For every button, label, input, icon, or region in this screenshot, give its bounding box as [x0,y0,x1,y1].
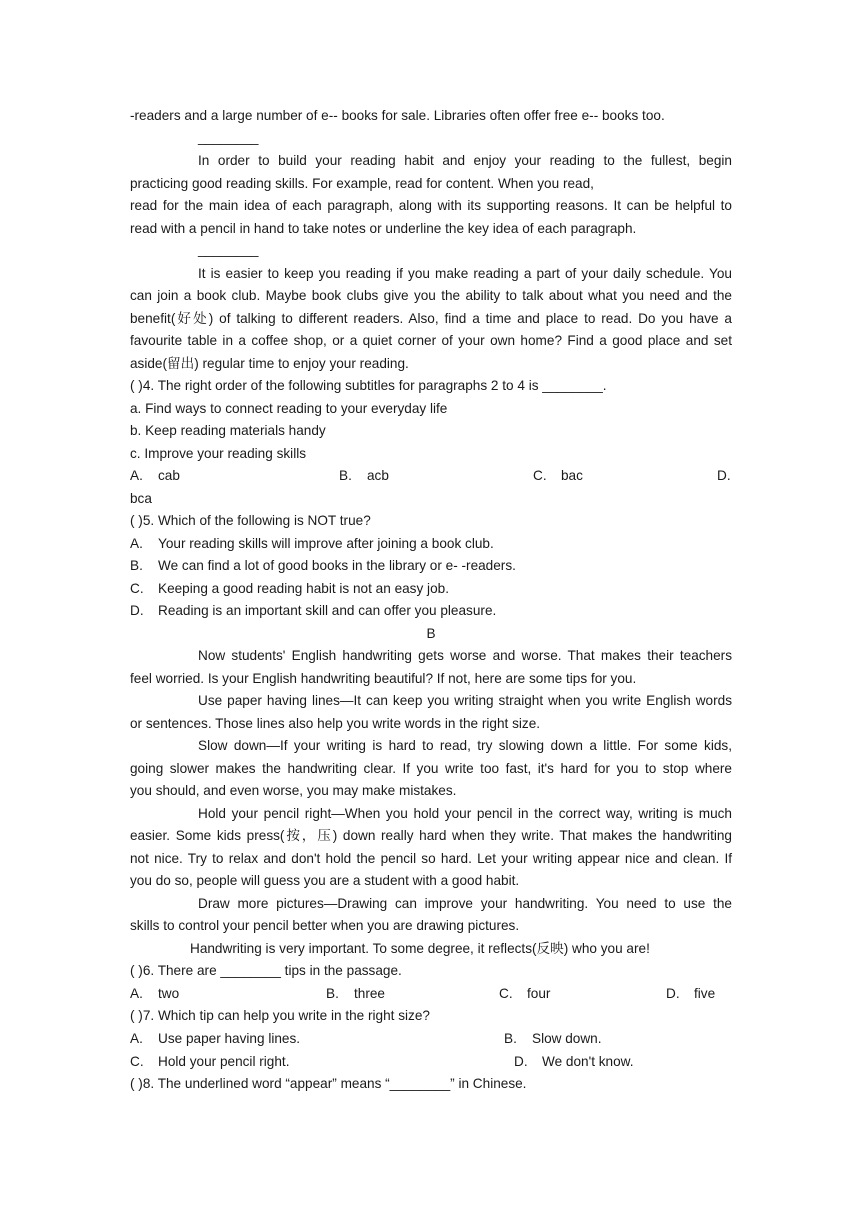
passage-a-para4-line1: It is easier to keep you reading if you make reading a part of your daily schedule. You [198,266,732,281]
passage-b-heading: B [426,626,436,641]
question-4-stem: ( )4. The right order of the following subtitles for paragraphs 2 to 4 is ________. [130,378,607,393]
passage-b-para4-line2: easier. Some kids press(按，压) down really hard when they write. That makes the handwriting [130,828,732,843]
q6-option-a[interactable]: A. two [130,986,180,1001]
q4-option-a[interactable]: A. cab [130,468,180,483]
q6-option-c[interactable]: C. four [499,986,551,1001]
q4-option-d-letter[interactable]: D. [717,468,731,483]
passage-a-para3-line1: In order to build your reading habit and enjoy your reading to the fullest, begin [198,153,732,168]
question-5-stem: ( )5. Which of the following is NOT true? [130,513,371,528]
passage-b-para3-line2: going slower makes the handwriting clear. If you write too fast, it's hard for you to stop where [130,761,732,776]
subtitle-b: b. Keep reading materials handy [130,423,326,438]
question-6-stem: ( )6. There are ________ tips in the passage. [130,963,402,978]
passage-a-para4-line5: aside(留出) regular time to enjoy your reading. [130,356,409,371]
subtitle-blank-1: ________ [198,130,259,145]
passage-a-para4-line2: can join a book club. Maybe book clubs give you the ability to talk about what you need and the [130,288,732,303]
passage-a-line: -readers and a large number of e-- books for sale. Libraries often offer free e-- books too. [130,108,665,123]
passage-b-para1-line1: Now students' English handwriting gets worse and worse. That makes their teachers [198,648,732,663]
q7-option-d[interactable]: D. We don't know. [514,1054,634,1069]
passage-b-para4-line4: you do so, people will guess you are a student with a good habit. [130,873,520,888]
subtitle-blank-2: ________ [198,242,259,257]
q7-option-a[interactable]: A. Use paper having lines. [130,1031,301,1046]
passage-b-para3-line1: Slow down—If your writing is hard to read, try slowing down a little. For some kids, [198,738,732,753]
q4-option-c[interactable]: C. bac [533,468,583,483]
question-7-stem: ( )7. Which tip can help you write in the right size? [130,1008,430,1023]
passage-a-para4-line4: favourite table in a coffee shop, or a quiet corner of your own home? Find a good place and set [130,333,732,348]
q5-option-c[interactable]: C. Keeping a good reading habit is not an easy job. [130,581,449,596]
passage-a-para3-line2: practicing good reading skills. For example, read for content. When you read, [130,176,594,191]
question-8-stem: ( )8. The underlined word “appear” means “________” in Chinese. [130,1076,527,1091]
passage-b-para4-line1: Hold your pencil right—When you hold your pencil in the correct way, writing is much [198,806,732,821]
subtitle-c: c. Improve your reading skills [130,446,307,461]
passage-b-para3-line3: you should, and even worse, you may make mistakes. [130,783,457,798]
q6-option-d[interactable]: D. five [666,986,716,1001]
q4-option-b[interactable]: B. acb [339,468,389,483]
passage-b-para2-line1: Use paper having lines—It can keep you writing straight when you write English words [198,693,732,708]
passage-b-para5-line1: Draw more pictures—Drawing can improve your handwriting. You need to use the [198,896,732,911]
passage-b-para6: Handwriting is very important. To some degree, it reflects(反映) who you are! [190,941,650,956]
q7-option-b[interactable]: B. Slow down. [504,1031,602,1046]
passage-b-para4-line3: not nice. Try to relax and don't hold the pencil so hard. Let your writing appear nice and clean. If [130,851,732,866]
q5-option-b[interactable]: B. We can find a lot of good books in the library or e- -readers. [130,558,516,573]
passage-b-para5-line2: skills to control your pencil better when you are drawing pictures. [130,918,520,933]
q7-option-c[interactable]: C. Hold your pencil right. [130,1054,290,1069]
subtitle-a: a. Find ways to connect reading to your everyday life [130,401,448,416]
passage-a-para3-line3: read for the main idea of each paragraph, along with its supporting reasons. It can be helpful to [130,198,732,213]
q5-option-a[interactable]: A. Your reading skills will improve after joining a book club. [130,536,494,551]
q6-option-b[interactable]: B. three [326,986,385,1001]
passage-b-para2-line2: or sentences. Those lines also help you write words in the right size. [130,716,541,731]
passage-b-para1-line2: feel worried. Is your English handwriting beautiful? If not, here are some tips for you. [130,671,637,686]
q5-option-d[interactable]: D. Reading is an important skill and can offer you pleasure. [130,603,497,618]
q4-option-d-text[interactable]: bca [130,491,152,506]
passage-a-para3-line4: read with a pencil in hand to take notes or underline the key idea of each paragraph. [130,221,637,236]
passage-a-para4-line3: benefit(好处) of talking to different readers. Also, find a time and place to read. Do you have a [130,311,732,326]
